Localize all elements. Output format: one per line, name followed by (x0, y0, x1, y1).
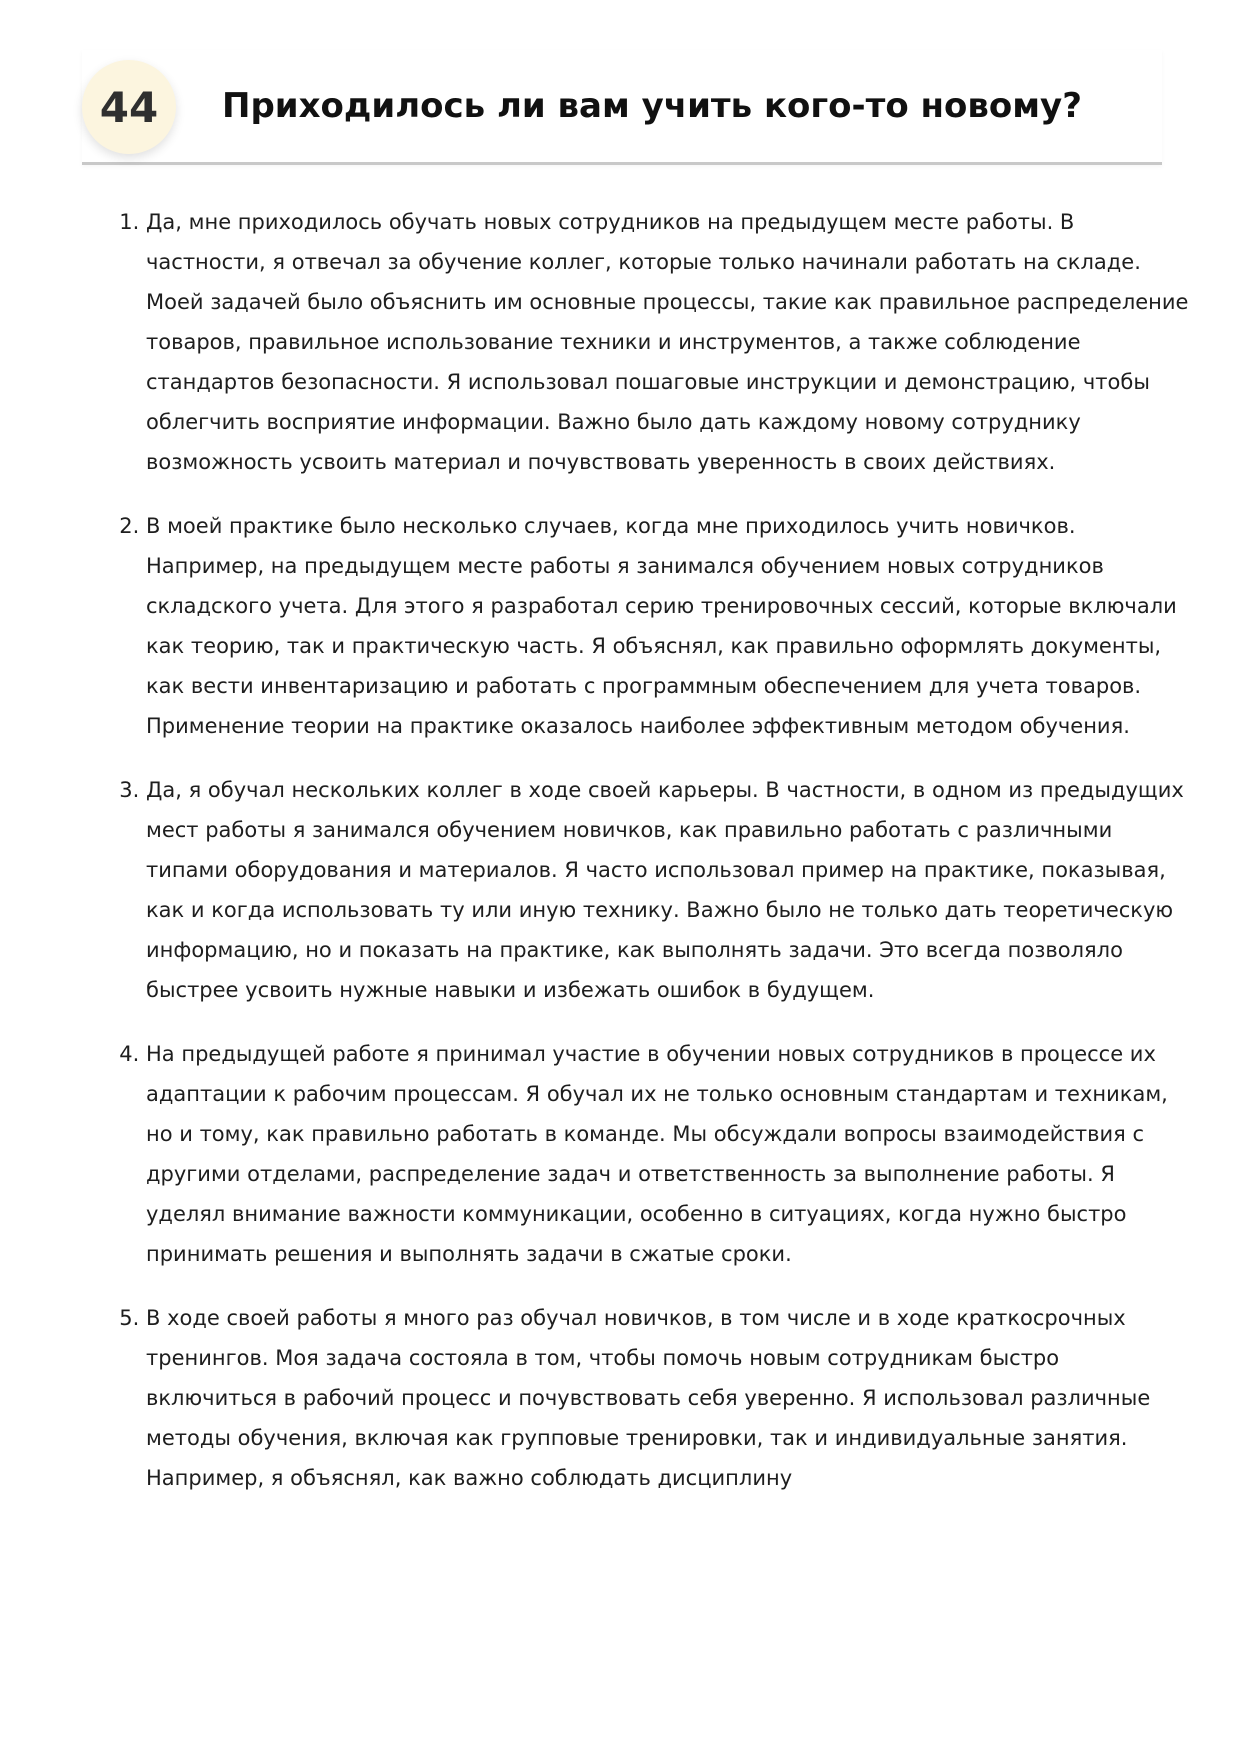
answer-item-1: 1. Да, мне приходилось обучать новых сотрудников на предыдущем месте работы. В частности, я отвечал за обучение коллег, которые только начинали работать на складе. Моей задачей было объяснить им основные процессы, такие как правильное распределение товаров, правильное использование техники и инструментов, а также соблюдение стандартов безопасности. Я использовал пошаговые инструкции и демонстрацию, чтобы облегчить восприятие информации. Важно было дать каждому новому сотруднику возможность усвоить материал и почувствовать уверенность в своих действиях. (146, 202, 1191, 482)
question-header (82, 50, 1162, 165)
answer-item-4: 4. На предыдущей работе я принимал участие в обучении новых сотрудников в процессе их адаптации к рабочим процессам. Я обучал их не только основным стандартам и техникам, но и тому, как правильно работать в команде. Мы обсуждали вопросы взаимодействия с другими отделами, распределение задач и ответственность за выполнение работы. Я уделял внимание важности коммуникации, особенно в ситуациях, когда нужно быстро принимать решения и выполнять задачи в сжатые сроки. (146, 1034, 1191, 1274)
answer-list (114, 202, 1191, 1522)
answer-item-5: 5. В ходе своей работы я много раз обучал новичков, в том числе и в ходе краткосрочных тренингов. Моя задача состояла в том, чтобы помочь новым сотрудникам быстро включиться в рабочий процесс и почувствовать себя уверенно. Я использовал различные методы обучения, включая как групповые тренировки, так и индивидуальные занятия. Например, я объяснял, как важно соблюдать дисциплину (146, 1298, 1191, 1498)
question-title: Приходилось ли вам учить кого-то новому? (222, 86, 1082, 126)
answer-item-3: 3. Да, я обучал нескольких коллег в ходе своей карьеры. В частности, в одном из предыдущих мест работы я занимался обучением новичков, как правильно работать с различными типами оборудования и материалов. Я часто использовал пример на практике, показывая, как и когда использовать ту или иную технику. Важно было не только дать теоретическую информацию, но и показать на практике, как выполнять задачи. Это всегда позволяло быстрее усвоить нужные навыки и избежать ошибок в будущем. (146, 770, 1191, 1010)
question-number-badge: 44 (82, 60, 176, 154)
answer-item-2: 2. В моей практике было несколько случаев, когда мне приходилось учить новичков. Например, на предыдущем месте работы я занимался обучением новых сотрудников складского учета. Для этого я разработал серию тренировочных сессий, которые включали как теорию, так и практическую часть. Я объяснял, как правильно оформлять документы, как вести инвентаризацию и работать с программным обеспечением для учета товаров. Применение теории на практике оказалось наиболее эффективным методом обучения. (146, 506, 1191, 746)
